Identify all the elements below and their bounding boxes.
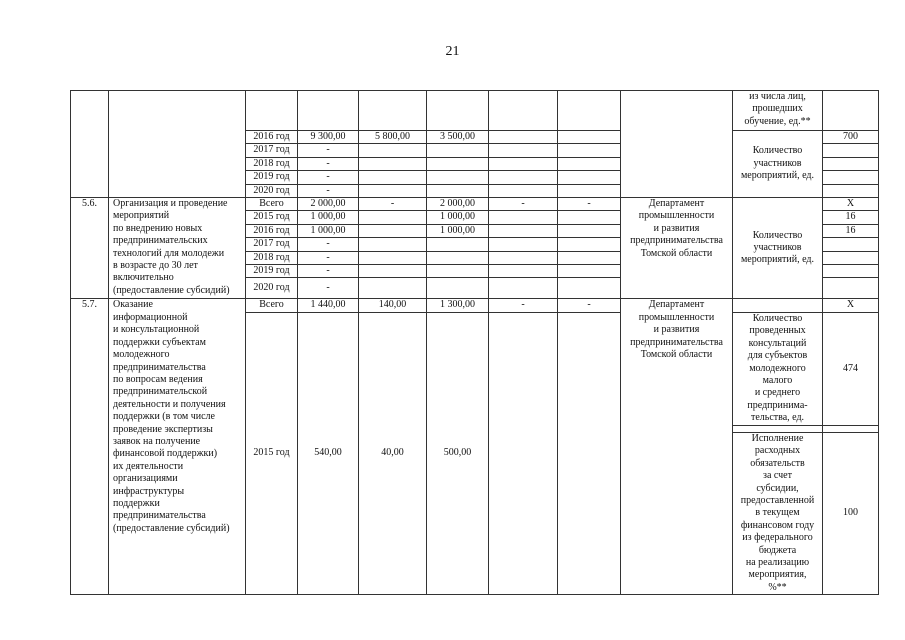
federal-cell: 40,00 [359, 312, 427, 594]
indicator-cell: Количество участников мероприятий, ед. [733, 131, 823, 198]
name-cell [109, 91, 246, 198]
value-cell [823, 157, 879, 170]
value-cell: 16 [823, 211, 879, 224]
local-cell [489, 265, 558, 278]
total-cell: 1 000,00 [298, 211, 359, 224]
year-cell: 2018 год [246, 157, 298, 170]
indicator-cell: из числа лиц, прошедших обучение, ед.** [733, 91, 823, 131]
total-cell: - [298, 171, 359, 184]
total-cell: - [298, 238, 359, 251]
year-cell: 2017 год [246, 144, 298, 157]
department-cell: Департамент промышленности и развития предпринимательства Томской области [621, 299, 733, 595]
indicator-cell: Количество проведенных консультаций для субъектов молодежного малого и среднего предпринима- тельства, ед. [733, 312, 823, 425]
other-cell [558, 238, 621, 251]
regional-cell: 3 500,00 [427, 131, 489, 144]
number-cell: 5.7. [71, 299, 109, 595]
value-cell: 474 [823, 312, 879, 425]
value-cell [823, 278, 879, 299]
other-cell [558, 251, 621, 264]
other-cell: - [558, 198, 621, 211]
total-cell: - [298, 251, 359, 264]
regional-cell: 2 000,00 [427, 198, 489, 211]
year-cell: 2017 год [246, 238, 298, 251]
federal-cell [359, 211, 427, 224]
regional-cell: 1 000,00 [427, 224, 489, 237]
total-cell: - [298, 184, 359, 197]
value-cell: 100 [823, 432, 879, 594]
value-cell [823, 171, 879, 184]
table-row [71, 299, 879, 312]
other-cell [558, 224, 621, 237]
local-cell: - [489, 198, 558, 211]
year-cell: 2015 год [246, 211, 298, 224]
federal-cell [359, 238, 427, 251]
total-cell: - [298, 278, 359, 299]
value-cell [823, 144, 879, 157]
name-cell: Оказание информационной и консультационной поддержки субъектам молодежного предпринимательства по вопросам ведения предпринимательской деятельности и получения поддержки (в том числе проведение экспертизы заявок на получение финансовой поддержки) их деятельности организациями инфраструктуры поддержки предпринимательства (предоставление субсидий) [109, 299, 246, 595]
year-cell: 2019 год [246, 171, 298, 184]
other-cell [558, 265, 621, 278]
total-cell: - [298, 144, 359, 157]
regional-cell [427, 251, 489, 264]
total-cell: 1 000,00 [298, 224, 359, 237]
value-cell: X [823, 198, 879, 211]
value-cell: 16 [823, 224, 879, 237]
regional-cell: 1 300,00 [427, 299, 489, 312]
federal-cell: - [359, 198, 427, 211]
federal-cell [359, 278, 427, 299]
year-cell: 2016 год [246, 131, 298, 144]
year-cell: 2015 год [246, 312, 298, 594]
page-number: 21 [445, 44, 460, 59]
local-cell [489, 238, 558, 251]
regional-cell: 1 000,00 [427, 211, 489, 224]
total-cell: 1 440,00 [298, 299, 359, 312]
total-cell: - [298, 265, 359, 278]
year-cell: 2018 год [246, 251, 298, 264]
federal-cell [359, 265, 427, 278]
number-cell: 5.6. [71, 198, 109, 299]
year-cell: Всего [246, 299, 298, 312]
year-cell: 2020 год [246, 278, 298, 299]
regional-cell [427, 265, 489, 278]
total-cell: - [298, 157, 359, 170]
total-cell: 540,00 [298, 312, 359, 594]
year-cell: 2019 год [246, 265, 298, 278]
local-cell [489, 251, 558, 264]
other-cell: - [558, 299, 621, 312]
regional-cell [427, 238, 489, 251]
total-cell: 2 000,00 [298, 198, 359, 211]
federal-cell: 5 800,00 [359, 131, 427, 144]
federal-cell [359, 224, 427, 237]
local-cell [489, 224, 558, 237]
regional-cell: 500,00 [427, 312, 489, 594]
total-cell: 9 300,00 [298, 131, 359, 144]
department-cell: Департамент промышленности и развития предпринимательства Томской области [621, 198, 733, 299]
value-cell: X [823, 299, 879, 312]
value-cell [823, 238, 879, 251]
number-cell [71, 91, 109, 198]
table-row [71, 198, 879, 211]
regional-cell [427, 278, 489, 299]
year-cell: 2016 год [246, 224, 298, 237]
value-cell [823, 184, 879, 197]
other-cell [558, 278, 621, 299]
year-cell: 2020 год [246, 184, 298, 197]
indicator-cell: Исполнение расходных обязательств за счет субсидии, предоставленной в текущем финансовом году из федерального бюджета на реализацию мероприятия, %** [733, 432, 823, 594]
table-row [71, 91, 879, 131]
federal-cell [359, 251, 427, 264]
value-cell [823, 265, 879, 278]
local-cell [489, 211, 558, 224]
local-cell [489, 278, 558, 299]
local-cell: - [489, 299, 558, 312]
other-cell [558, 211, 621, 224]
department-cell [621, 91, 733, 198]
program-table [70, 90, 879, 595]
name-cell: Организация и проведение мероприятий по внедрению новых предпринимательских технологий для молодежи в возрасте до 30 лет включительно (предоставление субсидий) [109, 198, 246, 299]
year-cell: Всего [246, 198, 298, 211]
value-cell [823, 251, 879, 264]
indicator-cell: Количество участников мероприятий, ед. [733, 198, 823, 299]
value-cell: 700 [823, 131, 879, 144]
federal-cell: 140,00 [359, 299, 427, 312]
